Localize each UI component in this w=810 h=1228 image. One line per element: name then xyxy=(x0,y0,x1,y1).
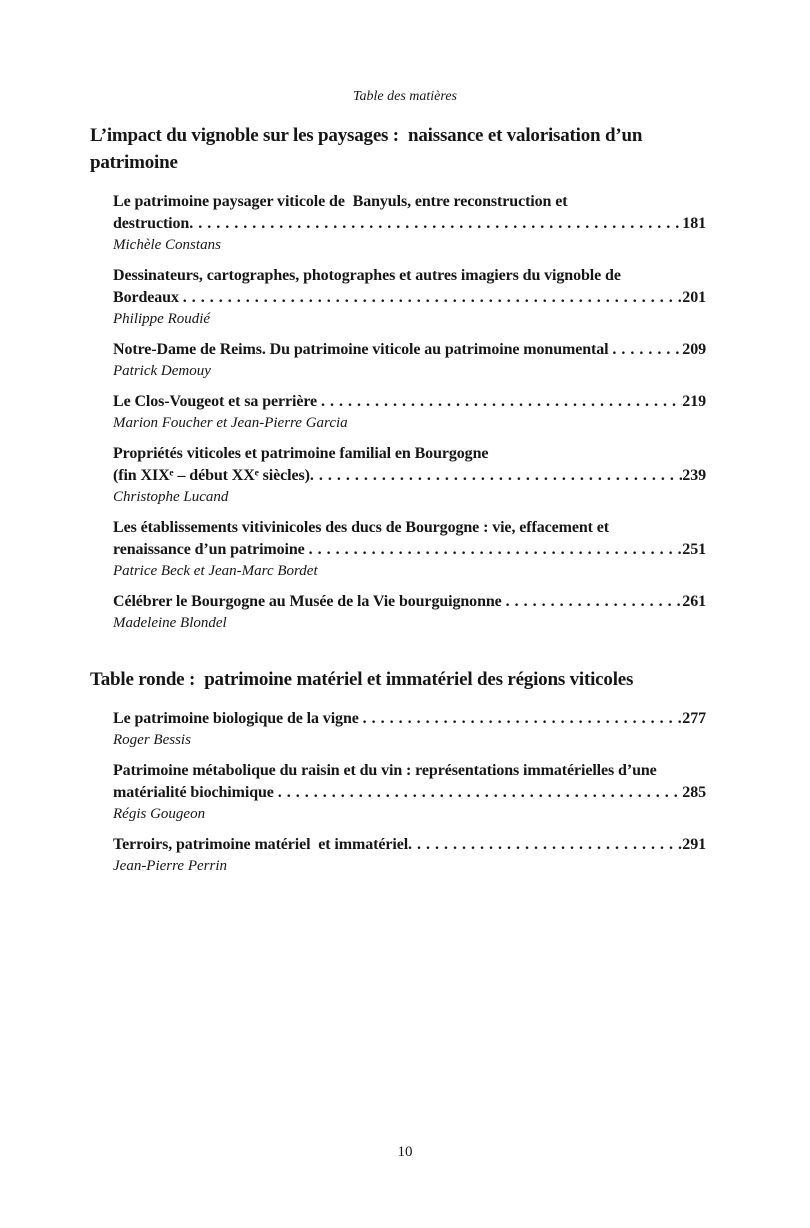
toc-entry-title: (fin XIXᵉ – début XXᵉ siècles) xyxy=(113,467,310,484)
toc-entry xyxy=(113,591,706,634)
toc-entry-author: Philippe Roudié xyxy=(113,311,211,327)
dot-leader xyxy=(612,339,682,361)
section-entries xyxy=(113,176,706,634)
toc-entry-title: Terroirs, patrimoine matériel et immatériel xyxy=(113,836,409,853)
toc-entry-title-line: Propriétés viticoles et patrimoine familial en Bourgogne xyxy=(113,445,489,462)
toc-entry-author: Marion Foucher et Jean-Pierre Garcia xyxy=(113,415,348,431)
toc-entry-title: Le patrimoine biologique de la vigne xyxy=(113,710,363,727)
toc-entry-title-line: Les établissements vitivinicoles des ducs de Bourgogne : vie, effacement et xyxy=(113,519,609,536)
section-entries xyxy=(113,693,706,877)
toc-entry-page-number: 251 xyxy=(682,541,706,558)
toc-entry-page-number: 201 xyxy=(682,289,706,306)
toc-entry-title-line: Le patrimoine paysager viticole de Banyuls, entre reconstruction et xyxy=(113,193,568,210)
toc-entry xyxy=(113,517,706,582)
toc-content xyxy=(90,122,706,877)
toc-entry-author: Patrice Beck et Jean-Marc Bordet xyxy=(113,563,318,579)
toc-entry-page-number: 261 xyxy=(682,593,706,610)
running-header: Table des matières xyxy=(353,89,457,104)
dot-leader xyxy=(363,708,683,730)
toc-entry-title: renaissance d’un patrimoine xyxy=(113,541,309,558)
toc-entry xyxy=(113,265,706,330)
section-heading-line: Table ronde : patrimoine matériel et immatériel des régions viticoles xyxy=(90,669,634,690)
toc-entry xyxy=(113,760,706,825)
dot-leader xyxy=(183,287,683,309)
dot-leader xyxy=(189,213,682,235)
toc-entry-dotted-line xyxy=(113,213,706,235)
toc-entry-author: Roger Bessis xyxy=(113,732,191,748)
dot-leader xyxy=(321,391,682,413)
toc-entry-page-number: 219 xyxy=(682,393,706,410)
toc-entry-dotted-line xyxy=(113,708,706,730)
toc-entry-page-number: 209 xyxy=(682,341,706,358)
toc-section xyxy=(90,666,706,877)
toc-entry-dotted-line xyxy=(113,834,706,856)
toc-entry-title-line: Patrimoine métabolique du raisin et du vin : représentations immatérielles d’une xyxy=(113,762,657,779)
section-heading xyxy=(90,122,706,176)
toc-entry-page-number: 239 xyxy=(682,467,706,484)
toc-entry-author: Christophe Lucand xyxy=(113,489,229,505)
toc-entry-dotted-line xyxy=(113,339,706,361)
toc-entry xyxy=(113,339,706,382)
section-heading xyxy=(90,666,706,693)
toc-entry-dotted-line xyxy=(113,782,706,804)
dot-leader xyxy=(278,782,683,804)
dot-leader xyxy=(408,834,682,856)
toc-entry-title: Célébrer le Bourgogne au Musée de la Vie bourguignonne xyxy=(113,593,506,610)
toc-entry xyxy=(113,391,706,434)
toc-entry-author: Jean-Pierre Perrin xyxy=(113,858,227,874)
toc-entry-page-number: 285 xyxy=(682,784,706,801)
section-heading-line: patrimoine xyxy=(90,152,178,173)
dot-leader xyxy=(310,465,682,487)
toc-entry-author: Madeleine Blondel xyxy=(113,615,227,631)
toc-entry-dotted-line xyxy=(113,391,706,413)
toc-entry-title: Le Clos-Vougeot et sa perrière xyxy=(113,393,321,410)
toc-entry-title-line: Dessinateurs, cartographes, photographes et autres imagiers du vignoble de xyxy=(113,267,621,284)
page-number-folio: 10 xyxy=(397,1144,413,1160)
toc-entry-page-number: 181 xyxy=(682,215,706,232)
toc-entry-title: destruction xyxy=(113,215,190,232)
section-heading-line: L’impact du vignoble sur les paysages : naissance et valorisation d’un xyxy=(90,125,643,146)
toc-entry-dotted-line xyxy=(113,465,706,487)
dot-leader xyxy=(309,539,683,561)
toc-entry-author: Patrick Demouy xyxy=(113,363,211,379)
toc-entry-author: Régis Gougeon xyxy=(113,806,206,822)
toc-entry-page-number: 277 xyxy=(682,710,706,727)
toc-entry-dotted-line xyxy=(113,591,706,613)
toc-entry-title: matérialité biochimique xyxy=(113,784,278,801)
toc-entry-page-number: 291 xyxy=(682,836,706,853)
toc-entry-dotted-line xyxy=(113,287,706,309)
toc-section xyxy=(90,122,706,634)
toc-entry xyxy=(113,443,706,508)
toc-entry xyxy=(113,191,706,256)
dot-leader xyxy=(506,591,683,613)
toc-entry xyxy=(113,834,706,877)
toc-entry xyxy=(113,708,706,751)
toc-entry-title: Notre-Dame de Reims. Du patrimoine viticole au patrimoine monumental xyxy=(113,341,613,358)
toc-entry-author: Michèle Constans xyxy=(113,237,221,253)
toc-entry-title: Bordeaux xyxy=(113,289,183,306)
toc-entry-dotted-line xyxy=(113,539,706,561)
